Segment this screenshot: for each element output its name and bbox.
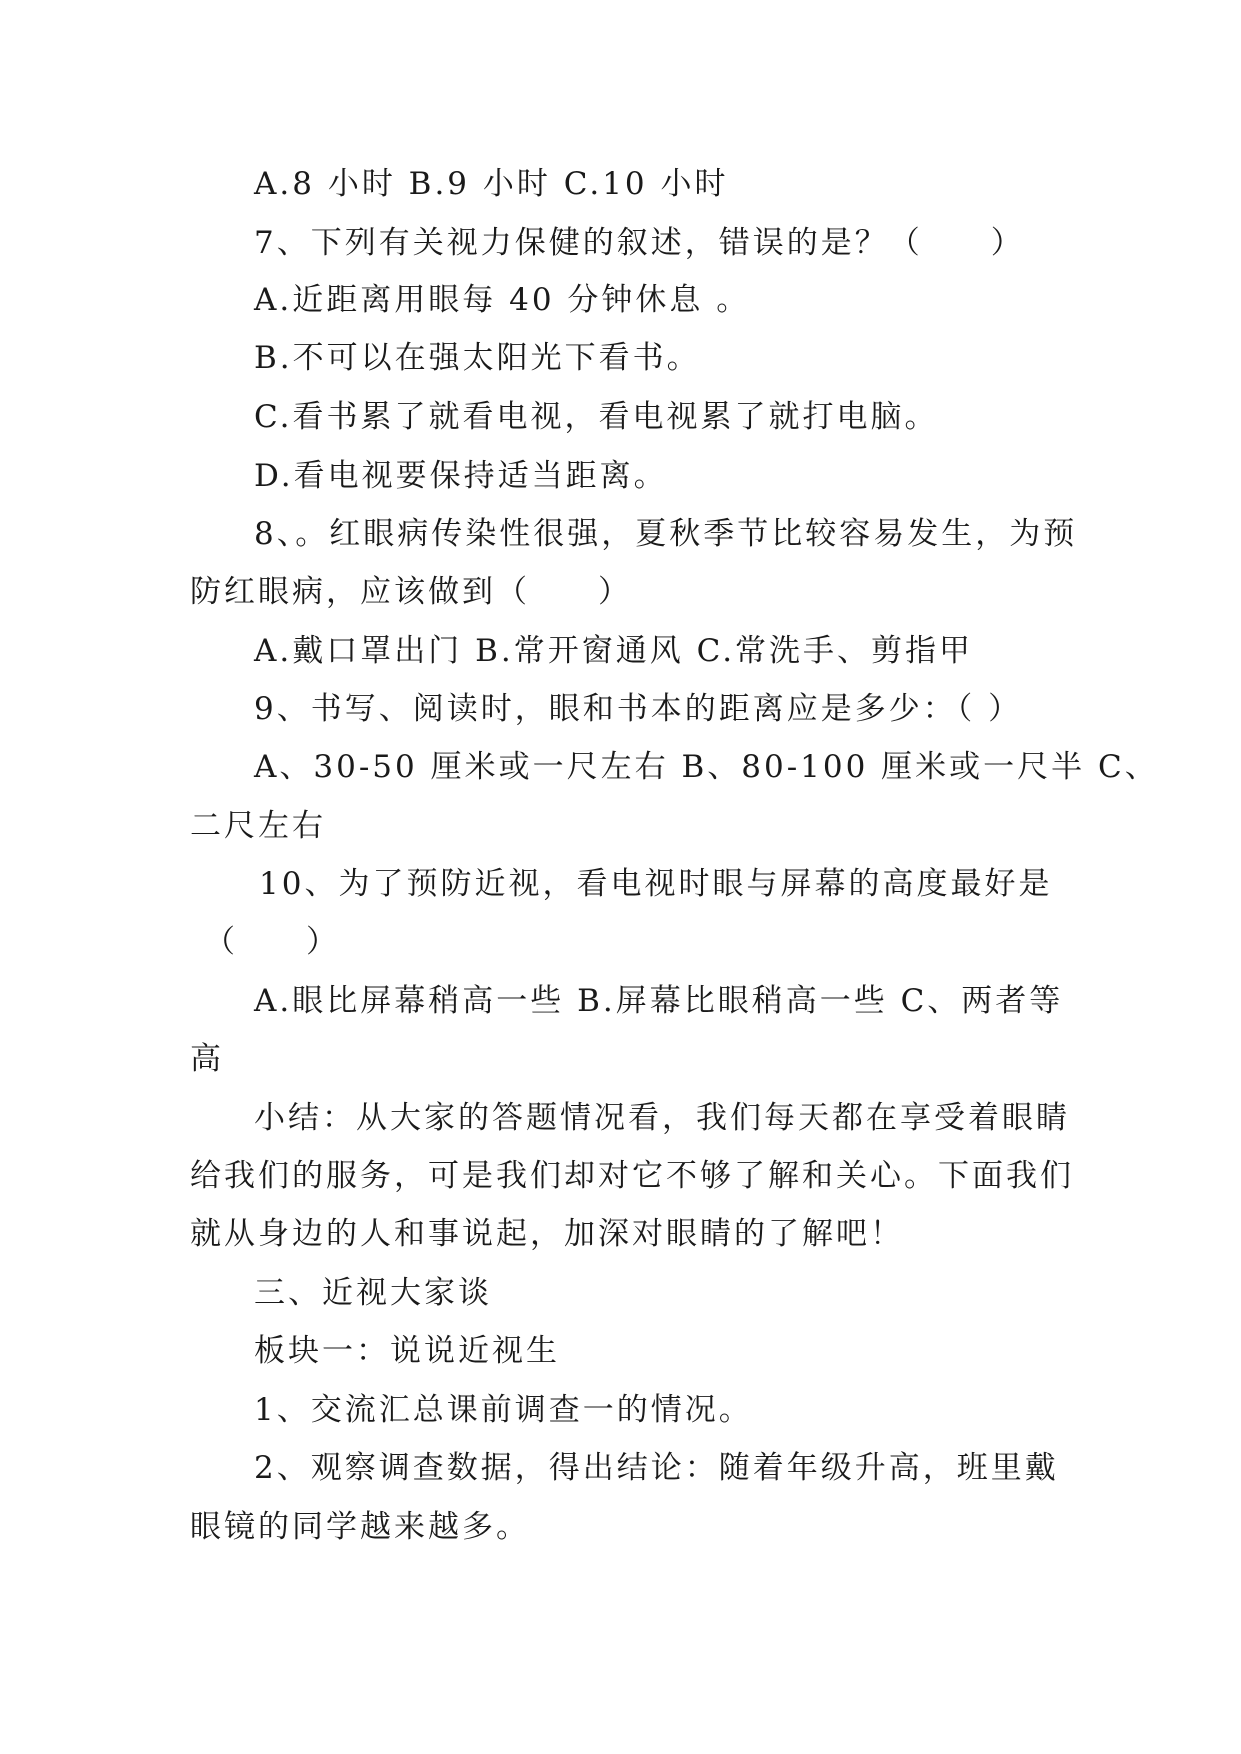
text-line: 1、交流汇总课前调查一的情况。 — [254, 1392, 753, 1428]
subsection-heading: 板块一：说说近视生 — [254, 1333, 560, 1369]
text-line: 就从身边的人和事说起，加深对眼睛的了解吧！ — [190, 1216, 904, 1252]
text-line: 7、下列有关视力保健的叙述，错误的是？（ ） — [254, 225, 1025, 261]
text-line: 2、观察调查数据，得出结论：随着年级升高，班里戴 — [254, 1450, 1059, 1486]
text-line: 高 — [190, 1041, 224, 1077]
text-line: 防红眼病，应该做到（ ） — [190, 574, 632, 610]
text-line: 9、书写、阅读时，眼和书本的距离应是多少：（ ） — [254, 691, 1023, 727]
text-line: 二尺左右 — [190, 808, 326, 844]
text-line: D.看电视要保持适当距离。 — [254, 458, 668, 494]
text-line: （ ） — [204, 924, 340, 960]
text-line: 10、为了预防近视，看电视时眼与屏幕的高度最好是 — [259, 866, 1053, 902]
text-line: A.近距离用眼每 40 分钟休息 。 — [254, 282, 751, 318]
text-line: 给我们的服务，可是我们却对它不够了解和关心。下面我们 — [190, 1158, 1074, 1194]
text-line: A.戴口罩出门 B.常开窗通风 C.常洗手、剪指甲 — [254, 633, 974, 669]
text-line: B.不可以在强太阳光下看书。 — [254, 340, 701, 376]
text-line: 小结：从大家的答题情况看，我们每天都在享受着眼睛 — [254, 1100, 1070, 1136]
text-line: A、30-50 厘米或一尺左右 B、80-100 厘米或一尺半 C、 — [254, 749, 1159, 785]
text-line: 眼镜的同学越来越多。 — [190, 1509, 530, 1545]
text-line: 8、。红眼病传染性很强，夏秋季节比较容易发生，为预 — [254, 516, 1078, 552]
text-line: C.看书累了就看电视，看电视累了就打电脑。 — [254, 399, 939, 435]
text-line: A.8 小时 B.9 小时 C.10 小时 — [254, 166, 729, 202]
section-heading: 三、近视大家谈 — [254, 1275, 492, 1311]
text-line: A.眼比屏幕稍高一些 B.屏幕比眼稍高一些 C、两者等 — [254, 983, 1064, 1019]
